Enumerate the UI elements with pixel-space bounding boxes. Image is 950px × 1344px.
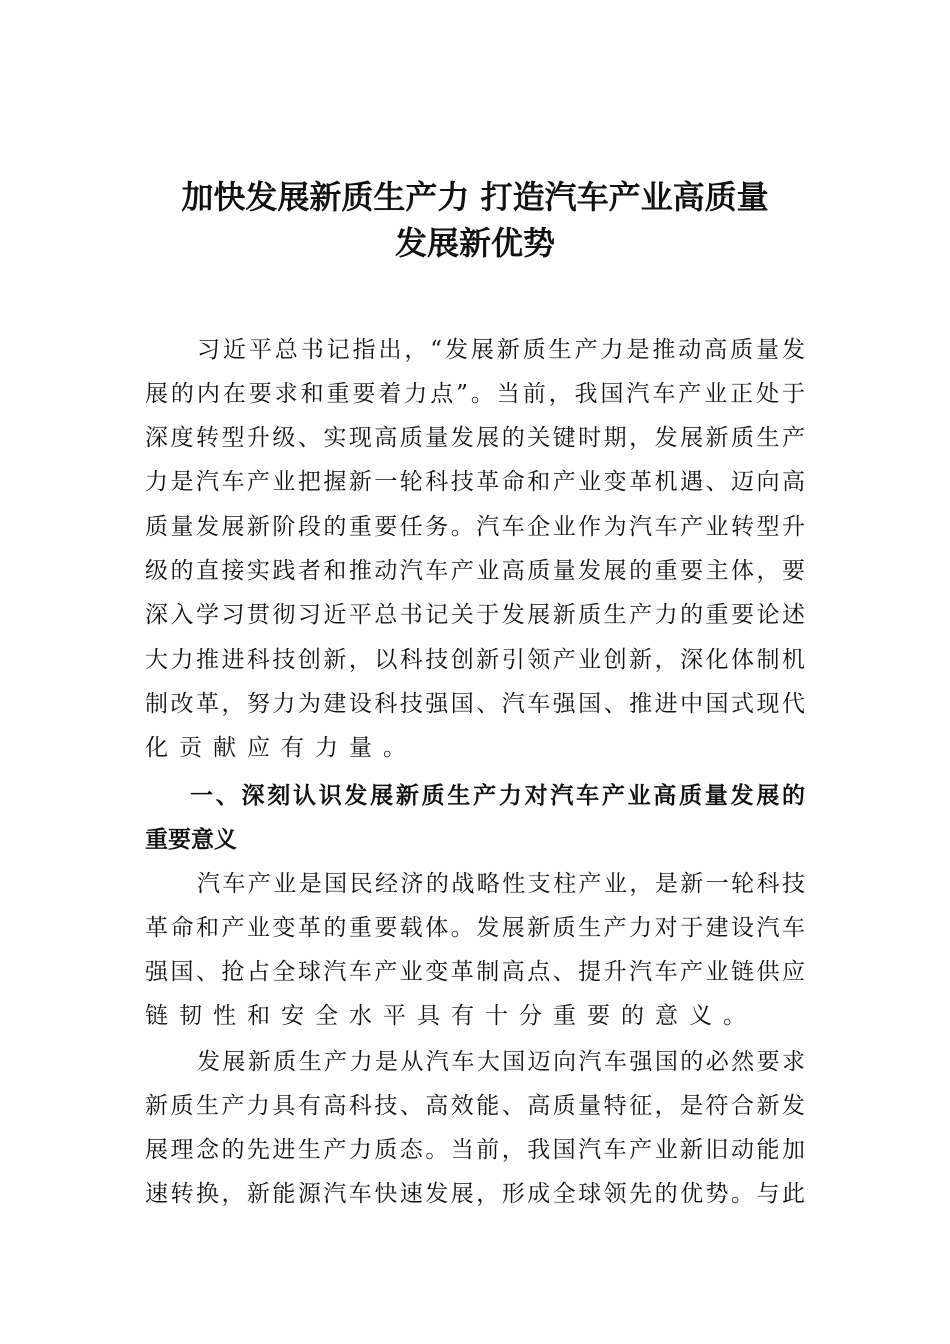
text-line: 深度转型升级、实现高质量发展的关键时期，发展新质生产 [145, 425, 805, 451]
title-line: 加快发展新质生产力 打造汽车产业高质量 [181, 178, 769, 216]
text-line: 质量发展新阶段的重要任务。汽车企业作为汽车产业转型升 [145, 514, 805, 540]
text-line: 大力推进科技创新，以科技创新引领产业创新，深化体制机 [145, 647, 805, 673]
text-line: 发展新质生产力是从汽车大国迈向汽车强国的必然要求 [197, 1049, 805, 1075]
text-line: 革命和产业变革的重要载体。发展新质生产力对于建设汽车 [145, 915, 805, 941]
title-line: 发展新优势 [394, 224, 555, 262]
text-line: 展的内在要求和重要着力点”。当前，我国汽车产业正处于 [145, 381, 805, 407]
heading-line: 一、深刻认识发展新质生产力对汽车产业高质量发展的 [190, 783, 805, 809]
text-line: 强国、抢占全球汽车产业变革制高点、提升汽车产业链供应 [145, 959, 805, 985]
text-line: 力是汽车产业把握新一轮科技革命和产业变革机遇、迈向高 [145, 469, 805, 495]
heading-line: 重要意义 [145, 827, 237, 853]
text-line: 制改革，努力为建设科技强国、汽车强国、推进中国式现代 [145, 691, 805, 717]
text-line: 汽车产业是国民经济的战略性支柱产业，是新一轮科技 [197, 871, 805, 897]
text-line: 新质生产力具有高科技、高效能、高质量特征，是符合新发 [145, 1093, 805, 1119]
text-line: 化贡献应有力量。 [145, 735, 417, 761]
text-line: 习近平总书记指出，“发展新质生产力是推动高质量发 [197, 337, 805, 363]
text-line: 链韧性和安全水平具有十分重要的意义。 [145, 1003, 757, 1029]
text-line: 深入学习贯彻习近平总书记关于发展新质生产力的重要论述 [145, 602, 805, 628]
text-line: 速转换，新能源汽车快速发展，形成全球领先的优势。与此 [145, 1181, 805, 1207]
text-line: 展理念的先进生产力质态。当前，我国汽车产业新旧动能加 [145, 1137, 805, 1163]
text-line: 级的直接实践者和推动汽车产业高质量发展的重要主体，要 [145, 558, 805, 584]
